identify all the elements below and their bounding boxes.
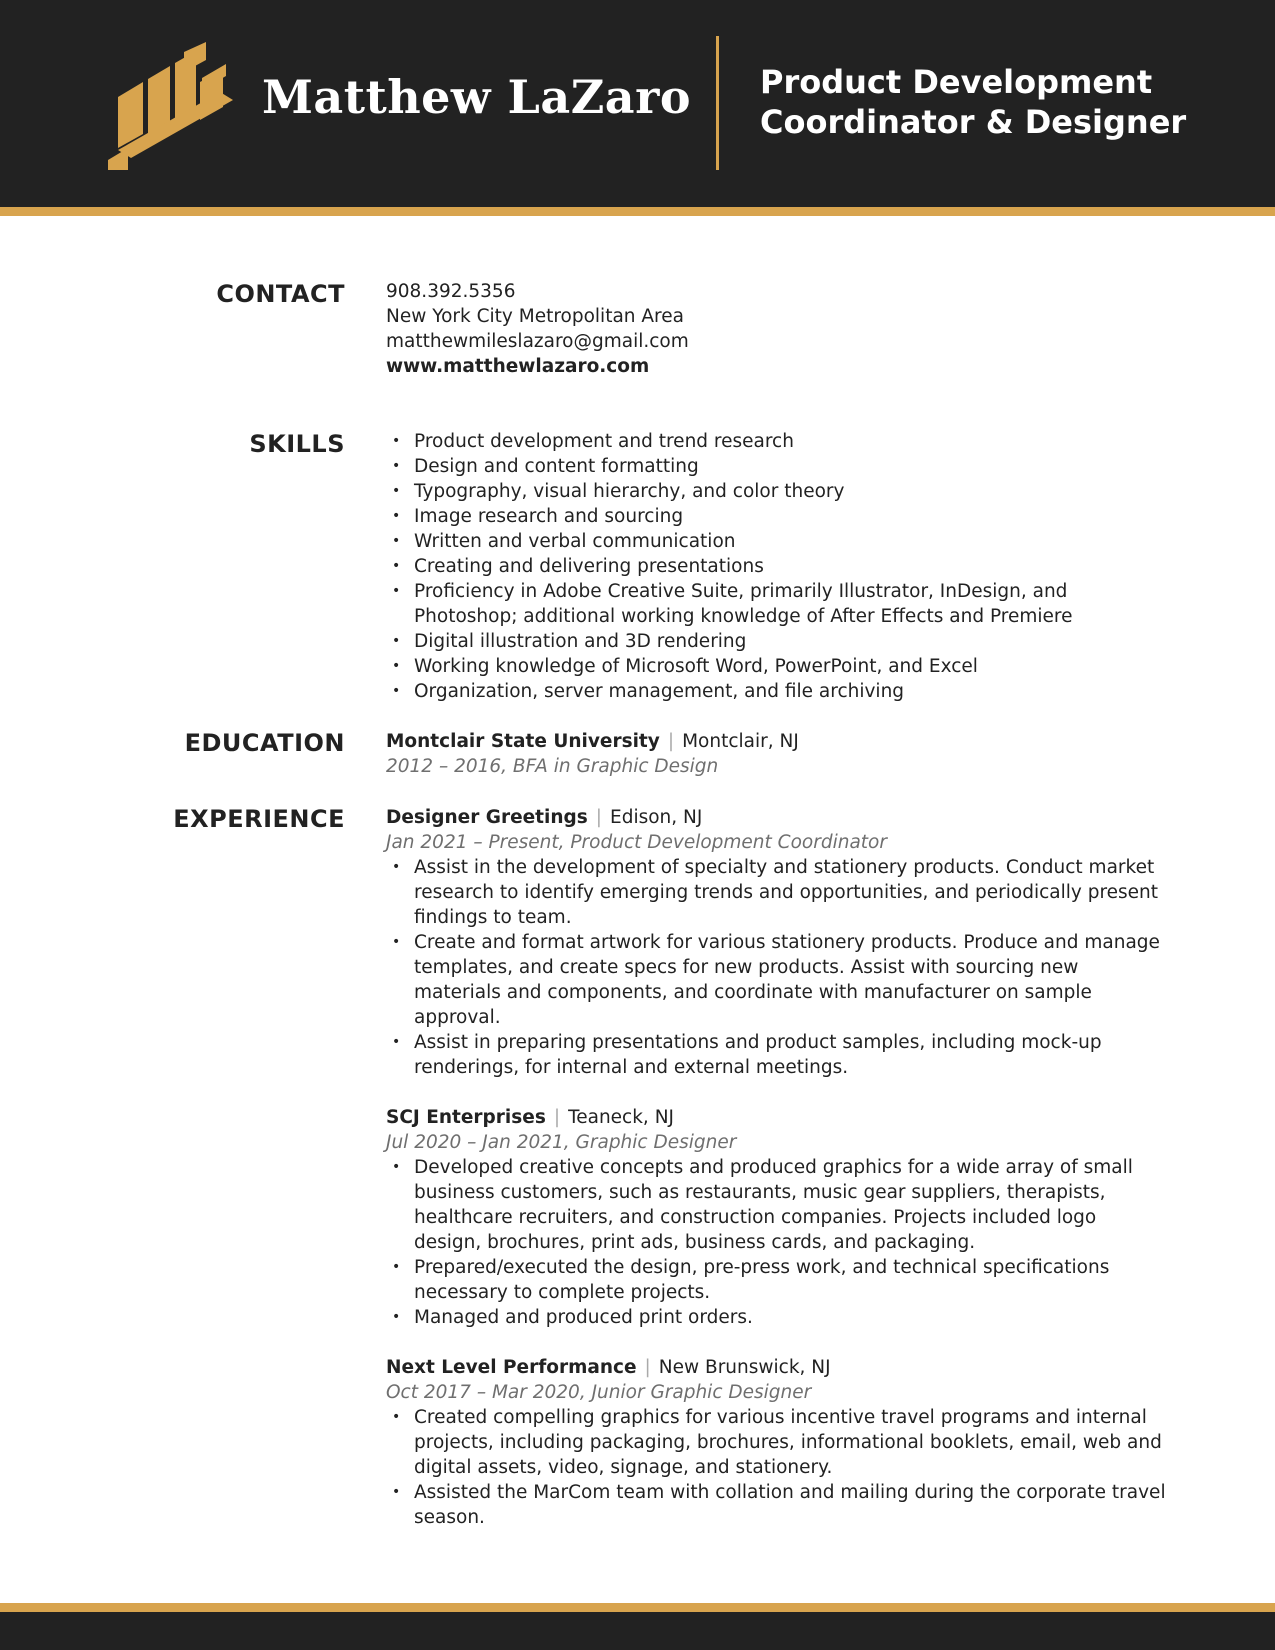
- job-title: [760, 62, 1240, 142]
- job-bullets: [386, 1155, 1166, 1330]
- job-entry: [386, 1105, 1166, 1330]
- job-location: New Brunswick, NJ: [658, 1357, 831, 1378]
- education-section: [386, 729, 1186, 779]
- job-entry: [386, 805, 1166, 1080]
- job-company: Designer Greetings: [386, 807, 588, 828]
- separator: |: [553, 1107, 561, 1128]
- skill-item: • Digital illustration and 3D rendering: [386, 629, 1146, 654]
- education-heading: EDUCATION: [184, 729, 345, 757]
- job-bullet: • Assisted the MarCom team with collation and mailing during the corporate travel season.: [386, 1480, 1166, 1530]
- job-location: Teaneck, NJ: [568, 1107, 674, 1128]
- contact-section: [386, 279, 1186, 379]
- contact-email[interactable]: matthewmileslazaro@gmail.com: [386, 331, 689, 352]
- skill-item: • Typography, visual hierarchy, and color theory: [386, 479, 1146, 504]
- job-company: SCJ Enterprises: [386, 1107, 546, 1128]
- separator: |: [595, 807, 603, 828]
- contact-heading: CONTACT: [216, 280, 345, 308]
- job-bullet: • Assist in the development of specialty and stationery products. Conduct market research to identify emerging trends and opportunities, and periodically present findings to team.: [386, 855, 1166, 930]
- candidate-name: Matthew LaZaro: [262, 70, 691, 124]
- header-bar: [0, 0, 1275, 207]
- skill-item: • Written and verbal communication: [386, 529, 1146, 554]
- education-school: Montclair State University: [386, 731, 660, 752]
- mlz-monogram-logo-icon: [108, 42, 233, 170]
- job-details: Jul 2020 – Jan 2021, Graphic Designer: [386, 1132, 737, 1153]
- contact-phone: 908.392.5356: [386, 281, 516, 302]
- job-bullets: [386, 855, 1166, 1080]
- skill-item: • Image research and sourcing: [386, 504, 1146, 529]
- job-company: Next Level Performance: [386, 1357, 637, 1378]
- job-bullet: • Prepared/executed the design, pre-press work, and technical specifications necessary to complete projects.: [386, 1255, 1166, 1305]
- skills-heading: SKILLS: [249, 430, 345, 458]
- skill-item: • Organization, server management, and file archiving: [386, 679, 1146, 704]
- job-location: Edison, NJ: [610, 807, 703, 828]
- contact-location: New York City Metropolitan Area: [386, 306, 684, 327]
- footer-accent-stripe: [0, 1603, 1275, 1612]
- job-details: Jan 2021 – Present, Product Development Coordinator: [386, 832, 887, 853]
- skill-item: • Design and content formatting: [386, 454, 1146, 479]
- skills-section: [386, 429, 1146, 704]
- skill-item: • Proficiency in Adobe Creative Suite, primarily Illustrator, InDesign, and Photoshop; additional working knowledge of After Effects and Premiere: [386, 579, 1146, 629]
- contact-website[interactable]: www.matthewlazaro.com: [386, 356, 650, 377]
- job-title-line-1: Product Development: [760, 63, 1153, 101]
- separator: |: [644, 1357, 651, 1378]
- job-bullets: [386, 1405, 1166, 1530]
- header-divider: [716, 36, 719, 170]
- job-bullet: • Create and format artwork for various stationery products. Produce and manage templates, and create specs for new products. Assist with sourcing new materials and components, and coordinate with manufacturer on sample approval.: [386, 930, 1166, 1030]
- experience-heading: EXPERIENCE: [173, 805, 345, 833]
- education-details: 2012 – 2016, BFA in Graphic Design: [386, 756, 719, 777]
- skill-item: • Working knowledge of Microsoft Word, PowerPoint, and Excel: [386, 654, 1146, 679]
- skills-list: [386, 429, 1146, 704]
- job-bullet: • Managed and produced print orders.: [386, 1305, 1166, 1330]
- education-location: Montclair, NJ: [682, 731, 799, 752]
- job-entry: [386, 1355, 1166, 1530]
- skill-item: • Creating and delivering presentations: [386, 554, 1146, 579]
- job-title-line-2: Coordinator & Designer: [760, 103, 1187, 141]
- job-bullet: • Created compelling graphics for various incentive travel programs and internal projects, including packaging, brochures, informational booklets, email, web and digital assets, video, signage, and stationery.: [386, 1405, 1166, 1480]
- header-accent-stripe: [0, 207, 1275, 216]
- job-bullet: • Developed creative concepts and produced graphics for a wide array of small business customers, such as restaurants, music gear suppliers, therapists, healthcare recruiters, and construction companies. Projects included logo design, brochures, print ads, business cards, and packaging.: [386, 1155, 1166, 1255]
- skill-item: • Product development and trend research: [386, 429, 1146, 454]
- job-bullet: • Assist in preparing presentations and product samples, including mock-up renderings, for internal and external meetings.: [386, 1030, 1166, 1080]
- footer-bar: [0, 1612, 1275, 1650]
- experience-section: [386, 805, 1166, 1530]
- job-details: Oct 2017 – Mar 2020, Junior Graphic Designer: [386, 1382, 812, 1403]
- separator: |: [667, 731, 675, 752]
